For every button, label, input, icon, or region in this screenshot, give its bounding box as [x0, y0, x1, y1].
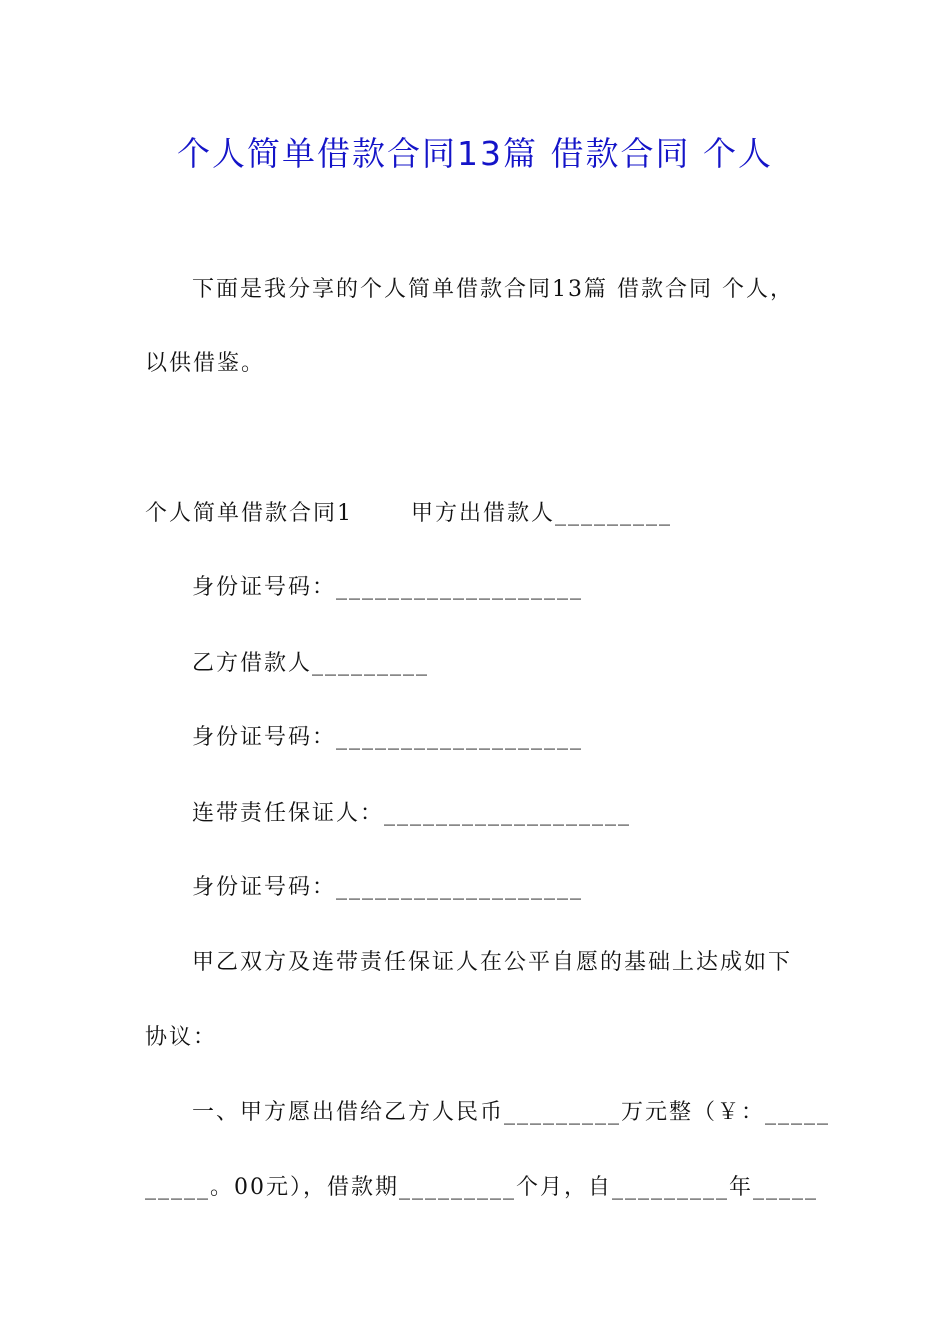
guarantor-id-field: 身份证号码：___________________ — [192, 875, 584, 900]
intro-line-2: 以供借鉴。 — [145, 351, 266, 376]
borrower-id-field: 身份证号码：___________________ — [192, 725, 584, 750]
clause-1-line-1: 一、甲方愿出借给乙方人民币_________万元整（￥：_____ — [192, 1100, 831, 1125]
lender-id-field: 身份证号码：___________________ — [192, 575, 584, 600]
intro-line-1: 下面是我分享的个人简单借款合同13篇 借款合同 个人， — [192, 277, 794, 302]
contract-heading-line — [145, 496, 672, 527]
agreement-intro-line-1: 甲乙双方及连带责任保证人在公平自愿的基础上达成如下 — [192, 950, 793, 975]
guarantor-field: 连带责任保证人：___________________ — [192, 801, 632, 826]
agreement-intro-line-2: 协议： — [145, 1025, 218, 1050]
clause-1-line-2: _____。00元），借款期_________个月，自_________年_____ — [145, 1175, 818, 1200]
lender-field: 甲方出借款人_________ — [411, 501, 673, 526]
contract-heading: 个人简单借款合同1 — [145, 501, 353, 526]
document-title: 个人简单借款合同13篇 借款合同 个人 — [177, 134, 773, 173]
borrower-field: 乙方借款人_________ — [192, 651, 430, 676]
